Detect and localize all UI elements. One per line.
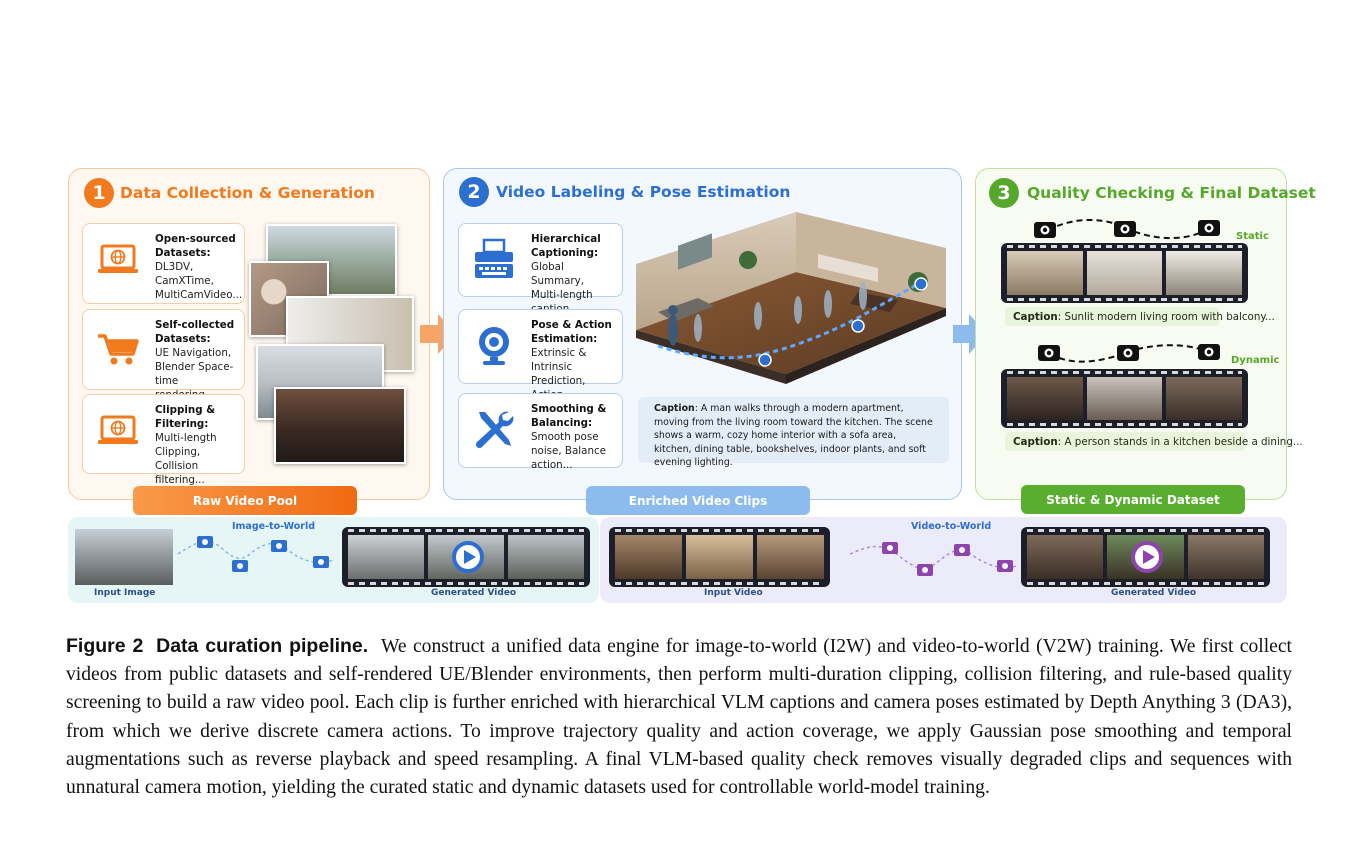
card-title: Hierarchical Captioning: [531, 233, 601, 259]
play-button-icon[interactable] [451, 540, 485, 574]
camera-icon [1117, 345, 1139, 361]
camera-icon [313, 556, 329, 568]
step-number-3: 3 [989, 178, 1019, 208]
card-body: Multi-length Clipping, Collision filtering... [155, 432, 217, 486]
camera-icon [882, 542, 898, 554]
card-title: Self-collected Datasets: [155, 319, 235, 345]
v2w-camera-trajectory [848, 536, 1018, 582]
film-frame [757, 535, 824, 579]
step-number-1: 1 [84, 178, 114, 208]
static-dynamic-dataset-label: Static & Dynamic Dataset [1021, 485, 1245, 514]
panel-title-quality-checking: Quality Checking & Final Dataset [1027, 184, 1316, 202]
v2w-input-film-strip [609, 527, 830, 587]
i2w-camera-trajectory [176, 532, 336, 578]
film-frame [1007, 251, 1083, 295]
film-frame [1166, 251, 1242, 295]
film-frame [1188, 535, 1264, 579]
dynamic-caption [1005, 432, 1303, 451]
card-smoothing-balancing [458, 393, 623, 471]
v2w-input-label: Input Video [704, 588, 763, 598]
play-button-icon[interactable] [1130, 540, 1164, 574]
caption-label: Caption [1013, 310, 1058, 323]
figure-caption [66, 632, 1292, 802]
dynamic-label: Dynamic [1231, 355, 1280, 366]
camera-icon [197, 536, 213, 548]
camera-icon [954, 544, 970, 556]
laptop-globe-icon [95, 238, 141, 284]
typewriter-icon [471, 236, 517, 282]
camera-icon [271, 540, 287, 552]
static-camera-path [1030, 216, 1230, 244]
laptop-globe-icon [95, 409, 141, 455]
card-hierarchical-captioning [458, 223, 623, 301]
card-title: Pose & Action Estimation: [531, 319, 612, 345]
figure-heading: Data curation pipeline. [156, 635, 369, 657]
caption-label: Caption [1013, 435, 1058, 448]
apartment-scene-illustration [628, 212, 950, 390]
camera-icon [997, 560, 1013, 572]
dynamic-camera-path [1036, 340, 1226, 368]
enriched-video-clips-label: Enriched Video Clips [586, 486, 810, 515]
camera-icon [1038, 345, 1060, 361]
camera-icon [1114, 221, 1136, 237]
static-film-strip [1001, 243, 1248, 303]
i2w-output-label: Generated Video [431, 588, 517, 598]
film-frame [1007, 377, 1083, 420]
card-title: Smoothing & Balancing: [531, 403, 607, 429]
caption-text: : Sunlit modern living room with balcony... [1057, 310, 1275, 323]
card-body: UE Navigation, Blender Space-time [155, 347, 234, 387]
camera-icon [232, 560, 248, 572]
camera-icon [917, 564, 933, 576]
caption-label: Caption [654, 403, 695, 414]
film-frame [508, 535, 584, 579]
v2w-title: Video-to-World [911, 521, 992, 532]
figure-caption-text: We construct a unified data engine for image-to-world (I2W) and video-to-world (V2W) training. We first collect videos from public datasets and self-rendered UE/Blender environments, then perform multi-duration clipping, collision filtering, and rule-based quality screening to build a raw video pool. Each clip is further enriched with hierarchical VLM captions and camera poses estimated by Depth Anything 3 (DA3), from which we derive discrete camera actions. To improve trajectory quality and action coverage, we apply Gaussian pose smoothing and temporal augmentations such as reverse playback and speed resampling. A final VLM-based quality check removes visually degraded clips and sequences with unnatural camera motion, yielding the curated static and dynamic datasets used for controllable world-model training. [66, 636, 1292, 799]
i2w-input-label: Input Image [94, 588, 156, 598]
v2w-output-label: Generated Video [1111, 588, 1197, 598]
input-image-thumbnail [75, 529, 173, 585]
i2w-title: Image-to-World [232, 521, 316, 532]
cart-icon [95, 324, 141, 370]
film-frame [615, 535, 682, 579]
film-frame [686, 535, 753, 579]
film-frame [1027, 535, 1103, 579]
step-number-2: 2 [459, 177, 489, 207]
figure-label: Figure 2 [66, 635, 144, 657]
panel-title-data-collection: Data Collection & Generation [120, 184, 375, 202]
card-body: Global Summary, Multi-length [531, 261, 593, 301]
webcam-icon [471, 322, 517, 368]
camera-icon [1034, 222, 1056, 238]
raw-video-pool-label: Raw Video Pool [133, 486, 357, 515]
static-caption [1005, 307, 1275, 326]
panel-title-video-labeling: Video Labeling & Pose Estimation [496, 183, 791, 201]
wrench-screwdriver-icon [471, 406, 517, 452]
v2w-generated-film-strip [1021, 527, 1270, 587]
i2w-generated-film-strip [342, 527, 590, 587]
camera-icon [1198, 220, 1220, 236]
film-frame [1087, 251, 1163, 295]
caption-text: : A man walks through a modern apartment, moving from the living room toward the kitchen. The scene shows a warm, cozy home interior with a sofa area, kitchen, dining table, bookshelves, indoor plants, and soft evening lighting. [654, 403, 933, 469]
camera-icon [1198, 344, 1220, 360]
card-body: Smooth pose noise, Balance action... [531, 431, 606, 471]
card-title: Open-sourced Datasets: [155, 233, 236, 259]
dynamic-film-strip [1001, 369, 1248, 428]
film-frame [348, 535, 424, 579]
card-self-collected-datasets [82, 309, 245, 390]
card-open-sourced-datasets [82, 223, 245, 304]
static-label: Static [1236, 231, 1269, 242]
card-title: Clipping & Filtering: [155, 404, 216, 430]
film-frame [1166, 377, 1242, 420]
caption-text: : A person stands in a kitchen beside a dining... [1057, 435, 1303, 448]
card-clipping-filtering [82, 394, 245, 486]
scene-caption-box [638, 397, 949, 469]
card-body: Extrinsic & Intrinsic Prediction, [531, 347, 587, 387]
card-body: DL3DV, CamXTime, MultiCamVideo... [155, 261, 243, 301]
film-frame [1087, 377, 1163, 420]
photo-kitchen [274, 387, 406, 464]
card-pose-action-estimation [458, 309, 623, 387]
